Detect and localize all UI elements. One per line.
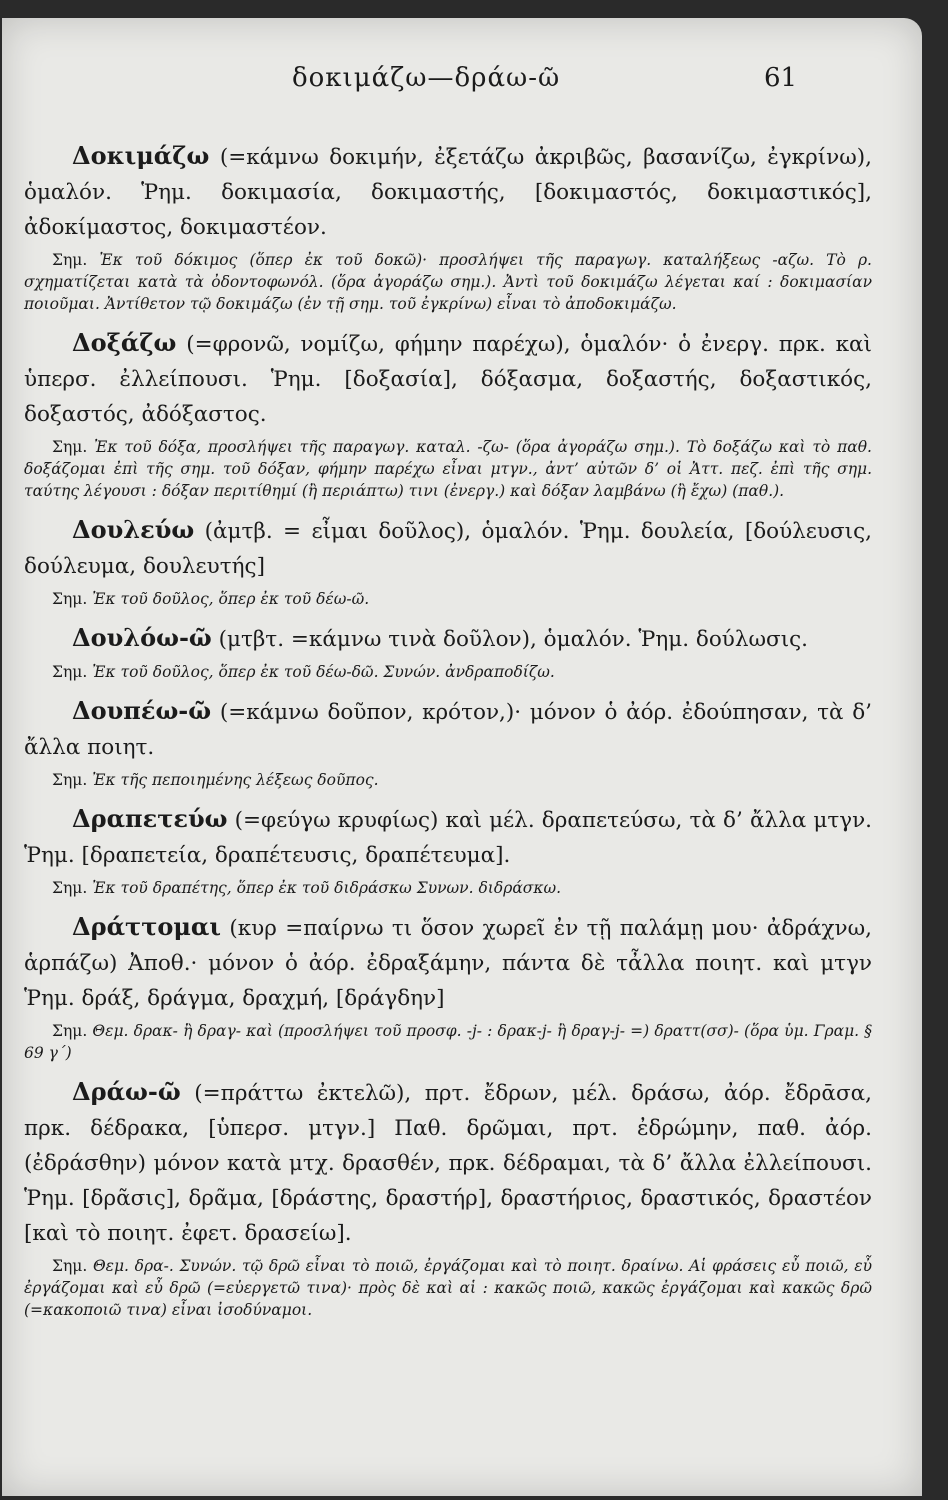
dictionary-entry <box>24 909 872 1064</box>
note-label: Σημ. <box>52 438 88 456</box>
entry-main <box>24 325 872 432</box>
entry-main <box>24 909 872 1016</box>
dictionary-entry <box>24 138 872 315</box>
note-label: Σημ. <box>52 663 88 681</box>
dictionary-content <box>24 138 872 1331</box>
entry-main <box>24 1074 872 1251</box>
page-header <box>2 63 922 103</box>
entry-note <box>24 661 872 683</box>
entry-main <box>24 512 872 584</box>
note-text: Θεμ. δρα-. Συνών. τῷ δρῶ εἶναι τὸ ποιῶ, ἐργάζομαι καὶ τὸ ποιητ. δραίνω. Αἱ φράσεις εὖ ποιῶ, εὖ ἐργάζομαι καὶ εὖ δρῶ (=εὐεργετῶ τινα)· πρὸς δὲ καὶ αἱ : κακῶς ποιῶ, κακῶς ἐργάζομαι καὶ κακῶς δρῶ (=κακοποιῶ τινα) εἶναι ἰσοδύναμοι. <box>24 1257 872 1319</box>
entry-note <box>24 1255 872 1321</box>
entry-definition: (=κάμνω δοκιμήν, ἐξετάζω ἀκριβῶς, βασανίζω, ἐγκρίνω), ὁμαλόν. Ῥημ. δοκιμασία, δοκιμαστής, [δοκιμαστός, δοκιμαστικός], ἀδοκίμαστος, δοκιμαστέον. <box>24 145 872 240</box>
note-label: Σημ. <box>52 590 88 608</box>
entry-definition: (μτβτ. =κάμνω τινὰ δοῦλον), ὁμαλόν. Ῥημ. δούλωσις. <box>218 627 809 652</box>
dictionary-entry <box>24 620 872 683</box>
entry-note <box>24 877 872 899</box>
headword: Δράττομαι <box>72 912 222 941</box>
note-text: Ἐκ τοῦ δραπέτης, ὅπερ ἐκ τοῦ διδράσκω Συνων. διδράσκω. <box>92 879 562 897</box>
entry-definition: (κυρ =παίρνω τι ὅσον χωρεῖ ἐν τῇ παλάμῃ μου· ἀδράχνω, ἁρπάζω) Ἀποθ.· μόνον ὁ ἀόρ. ἐδραξάμην, πάντα δὲ τἆλλα ποιητ. καὶ μτγν Ῥημ. δράξ, δράγμα, δραχμή, [δράγδην] <box>24 916 872 1011</box>
note-text: Ἐκ τῆς πεποιημένης λέξεως δοῦπος. <box>92 771 379 789</box>
note-label: Σημ. <box>52 1022 88 1040</box>
book-page <box>2 18 922 1496</box>
note-text: Θεμ. δρακ- ἢ δραγ- καὶ (προσλήψει τοῦ προσφ. -j- : δρακ-j- ἢ δραγ-j- =) δραττ(σσ)- (ὅρα ὑμ. Γραμ. § 69 γ΄) <box>24 1022 872 1062</box>
entry-definition: (=φρονῶ, νομίζω, φήμην παρέχω), ὁμαλόν· ὁ ἐνεργ. πρκ. καὶ ὑπερσ. ἐλλείπουσι. Ῥημ. [δοξασία], δόξασμα, δοξαστής, δοξαστικός, δοξαστός, ἀδόξαστος. <box>24 332 872 427</box>
note-text: Ἐκ τοῦ δόκιμος (ὅπερ ἐκ τοῦ δοκῶ)· προσλήψει τῆς παραγωγ. καταλήξεως -αζω. Τὸ ρ. σχηματίζεται κατὰ τὰ ὀδοντοφωνόλ. (ὅρα ἀγοράζω σημ.). Ἀντὶ τοῦ δοκιμάζω λέγεται καί : δοκιμασίαν ποιοῦμαι. Ἀντίθετον τῷ δοκιμάζω (ἐν τῇ σημ. τοῦ ἐγκρίνω) εἶναι τὸ ἀποδοκιμάζω. <box>24 251 872 313</box>
dictionary-entry <box>24 512 872 610</box>
headword: Δράω-ῶ <box>72 1077 181 1106</box>
entry-definition: (=φεύγω κρυφίως) καὶ μέλ. δραπετεύσω, τὰ δ’ ἄλλα μτγν. Ῥημ. [δραπετεία, δραπέτευσις, δραπέτευμα]. <box>24 808 872 868</box>
page-number: 61 <box>764 63 798 93</box>
entry-note <box>24 436 872 502</box>
note-label: Σημ. <box>52 251 88 269</box>
entry-definition: (ἀμτβ. = εἶμαι δοῦλος), ὁμαλόν. Ῥημ. δουλεία, [δούλευσις, δούλευμα, δουλευτής] <box>24 519 872 579</box>
note-label: Σημ. <box>52 1257 88 1275</box>
entry-main <box>24 693 872 765</box>
headword: Δοξάζω <box>72 328 177 357</box>
note-text: Ἐκ τοῦ δοῦλος, ὅπερ ἐκ τοῦ δέω-ῶ. <box>92 590 370 608</box>
note-text: Ἐκ τοῦ δοῦλος, ὅπερ ἐκ τοῦ δέω-δῶ. Συνών. ἀνδραποδίζω. <box>92 663 555 681</box>
dictionary-entry <box>24 1074 872 1321</box>
running-title: δοκιμάζω—δράω-ῶ <box>292 63 561 93</box>
entry-note <box>24 249 872 315</box>
entry-main <box>24 801 872 873</box>
entry-main <box>24 138 872 245</box>
entry-note <box>24 588 872 610</box>
headword: Δουλόω-ῶ <box>72 623 212 652</box>
note-label: Σημ. <box>52 879 88 897</box>
dictionary-entry <box>24 325 872 502</box>
headword: Δοκιμάζω <box>72 141 210 170</box>
dictionary-entry <box>24 693 872 791</box>
note-text: Ἐκ τοῦ δόξα, προσλήψει τῆς παραγωγ. καταλ. -ζω- (ὅρα ἀγοράζω σημ.). Τὸ δοξάζω καὶ τὸ παθ. δοξάζομαι ἐπὶ τῆς σημ. τοῦ δόξαν, φήμην παρέχω εἶναι μτγν., ἀντ’ αὐτῶν δ’ οἱ Ἀττ. πεζ. ἐπὶ τῆς σημ. ταύτης λέγουσι : δόξαν περιτίθημί (ἢ περιάπτω) τινι (ἐνεργ.) καὶ δόξαν λαμβάνω (ἢ ἔχω) (παθ.). <box>24 438 872 500</box>
entry-note <box>24 769 872 791</box>
entry-definition: (=κάμνω δοῦπον, κρότον,)· μόνον ὁ ἀόρ. ἐδούπησαν, τὰ δ’ ἄλλα ποιητ. <box>24 700 872 760</box>
headword: Δουπέω-ῶ <box>72 696 212 725</box>
headword: Δραπετεύω <box>72 804 228 833</box>
entry-main <box>24 620 872 657</box>
entry-note <box>24 1020 872 1064</box>
note-label: Σημ. <box>52 771 88 789</box>
entry-definition: (=πράττω ἐκτελῶ), πρτ. ἔδρων, μέλ. δράσω, ἀόρ. ἔδρᾱσα, πρκ. δέδρακα, [ὑπερσ. μτγν.] Παθ. δρῶμαι, πρτ. ἐδρώμην, παθ. ἀόρ. (ἐδράσθην) μόνον κατὰ μτχ. δρασθέν, πρκ. δέδραμαι, τὰ δ’ ἄλλα ἐλλείπουσι. Ῥημ. [δρᾶσις], δρᾶμα, [δράστης, δραστήρ], δραστήριος, δραστικός, δραστέον [καὶ τὸ ποιητ. ἐφετ. δρασείω]. <box>24 1081 872 1246</box>
dictionary-entry <box>24 801 872 899</box>
headword: Δουλεύω <box>72 515 195 544</box>
